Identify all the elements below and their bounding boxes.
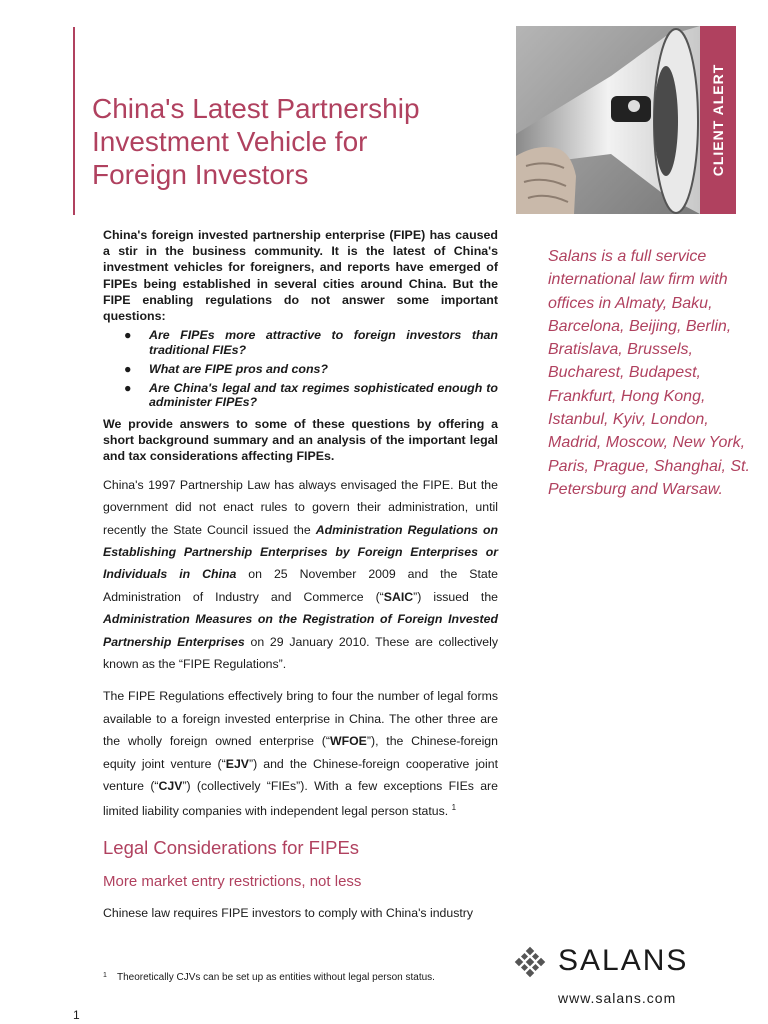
- question-list: [103, 328, 498, 409]
- bullet-icon: ●: [124, 328, 132, 343]
- footnote: [103, 972, 435, 983]
- website-link[interactable]: www.salans.com: [558, 990, 677, 1006]
- list-item: [103, 328, 498, 357]
- accent-rule: [73, 27, 75, 215]
- regulation-title: Administration Regulations on Establishing Partnership Enterprises by Foreign Enterprises or Individuals in China: [103, 522, 499, 582]
- main-content: [103, 227, 498, 921]
- forms-paragraph: [103, 685, 498, 823]
- text-run: China's 1997 Partnership Law has always envisaged the FIPE. But the government did not enact rules to govern their administration, until recently the State Council issued the: [103, 477, 498, 537]
- logo-wordmark: SALANS: [558, 944, 689, 977]
- regulation-title: Administration Measures on the Registration of Foreign Invested Partnership Enterprises: [103, 612, 498, 649]
- firm-description: Salans is a full service international law firm with offices in Almaty, Baku, Barcelona, Beijing, Berlin, Bratislava, Brussels, Bucharest, Budapest, Frankfurt, Hong Kong, Istanbul, Kyiv, London, Madrid, Moscow, New York, Paris, Prague, Shanghai, St. Petersburg and Warsaw.: [548, 248, 750, 498]
- title-line: Investment Vehicle for: [92, 126, 368, 157]
- list-item-text: What are FIPE pros and cons?: [149, 361, 329, 376]
- text-run: ”) issued the: [413, 589, 498, 604]
- intro-closing: We provide answers to some of these questions by offering a short background summary and an analysis of the important legal and tax considerations affecting FIPEs.: [103, 416, 498, 463]
- list-item-text: Are FIPEs more attractive to foreign investors than traditional FIEs?: [149, 328, 498, 357]
- client-alert-badge: [700, 26, 736, 214]
- text-run: ”) and the Chinese-foreign cooperative joint venture (“: [103, 756, 499, 793]
- defined-term: WFOE: [329, 734, 367, 749]
- footnote-text: Theoretically CJVs can be set up as entities without legal person status.: [117, 972, 435, 983]
- title-line: China's Latest Partnership: [92, 93, 420, 124]
- footnote-ref[interactable]: 1: [451, 803, 457, 813]
- defined-term: EJV: [225, 756, 249, 771]
- defined-term: SAIC: [383, 589, 414, 604]
- logo-diamond-icon: [514, 946, 546, 978]
- text-run: ”), the Chinese-foreign equity joint venture (“: [103, 734, 498, 771]
- text-run: on 25 November 2009 and the State Administration of Industry and Commerce (“: [103, 567, 498, 604]
- bullet-icon: ●: [124, 381, 132, 396]
- salans-logo: [514, 932, 704, 1016]
- text-run: on 29 January 2010. These are collectively known as the “FIPE Regulations”.: [103, 634, 498, 671]
- text-run: The FIPE Regulations effectively bring to four the number of legal forms available to a foreign invested enterprise in China. The other three are the wholly foreign owned enterprise (“: [103, 689, 498, 749]
- intro-paragraph: China's foreign invested partnership enterprise (FIPE) has caused a stir in the business community. It is the latest of China's investment vehicles for foreigners, and reports have emerged of FIPEs being established in several cities around China. But the FIPE enabling regulations do not answer some important questions:: [103, 228, 498, 324]
- bullet-icon: ●: [124, 361, 132, 376]
- list-item-text: Are China's legal and tax regimes sophisticated enough to administer FIPEs?: [149, 381, 498, 410]
- client-alert-label: CLIENT ALERT: [710, 63, 726, 177]
- section-subheading: More market entry restrictions, not less: [103, 872, 362, 890]
- list-item: [103, 362, 498, 376]
- text-run: ”) (collectively “FIEs”). With a few exceptions FIEs are limited liability companies with independent legal person status.: [103, 778, 498, 819]
- list-item: [103, 381, 498, 410]
- defined-term: CJV: [158, 778, 183, 793]
- background-paragraph: [103, 474, 498, 676]
- title-line: Foreign Investors: [92, 159, 309, 190]
- section-heading: Legal Considerations for FIPEs: [103, 836, 360, 858]
- page-title: [92, 92, 492, 191]
- section-paragraph: Chinese law requires FIPE investors to comply with China's industry: [103, 905, 474, 920]
- footnote-mark: 1: [103, 972, 107, 979]
- page-number: 1: [73, 1008, 80, 1022]
